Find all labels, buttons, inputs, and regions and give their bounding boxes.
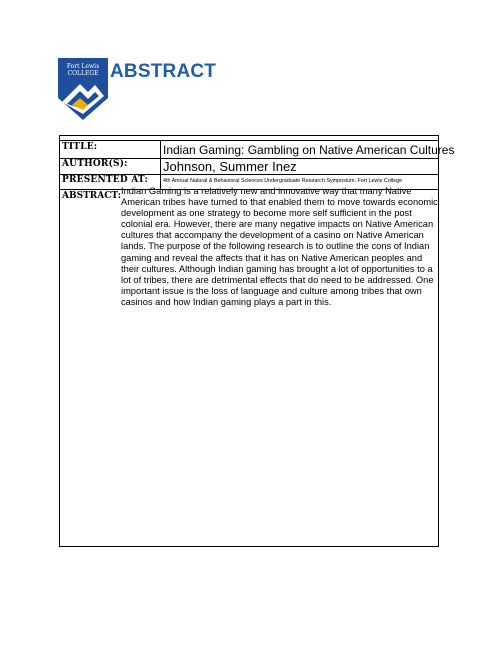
presented-value: 4th Annual Natural & Behavioral Sciences Undergraduate Research Symposium, Fort Lewis College (163, 178, 403, 184)
title-value: Indian Gaming: Gambling on Native American Cultures (163, 143, 455, 157)
abstract-form (59, 135, 455, 547)
title-label: TITLE: (62, 142, 98, 152)
college-logo (58, 58, 108, 120)
author-value: Johnson, Summer Inez (163, 159, 297, 174)
abstract-label: ABSTRACT: (62, 191, 122, 201)
logo-text-line2: COLLEGE (67, 70, 99, 77)
college-logo-graphic (58, 58, 108, 120)
author-label: AUTHOR(S): (62, 159, 128, 169)
column-divider (160, 141, 161, 158)
column-divider (160, 158, 161, 174)
logo-text-line1: Fort Lewis (66, 63, 100, 70)
abstract-body: Indian Gaming is a relatively new and innovative way that many Native American tribes have turned to that enabled them to move towards economic development as one strategy to become more self sufficient in the post colonial era. However, there are many negative impacts on Native American cultures that accompany the development of a casino on Native American lands. The purpose of the following research is to outline the cons of Indian gaming and reveal the affects that it has on Native American peoples and their cultures. Although Indian gaming has brought a lot of opportunities to a lot of tribes, there are detrimental effects that do need to be addressed. One important issue is the loss of language and culture among tribes that own casinos and how Indian gaming plays a part in this. (121, 186, 438, 307)
presented-label: PRESENTED AT: (62, 175, 148, 185)
author-row (60, 158, 438, 175)
title-row (60, 140, 455, 159)
page-heading: ABSTRACT (110, 61, 217, 82)
